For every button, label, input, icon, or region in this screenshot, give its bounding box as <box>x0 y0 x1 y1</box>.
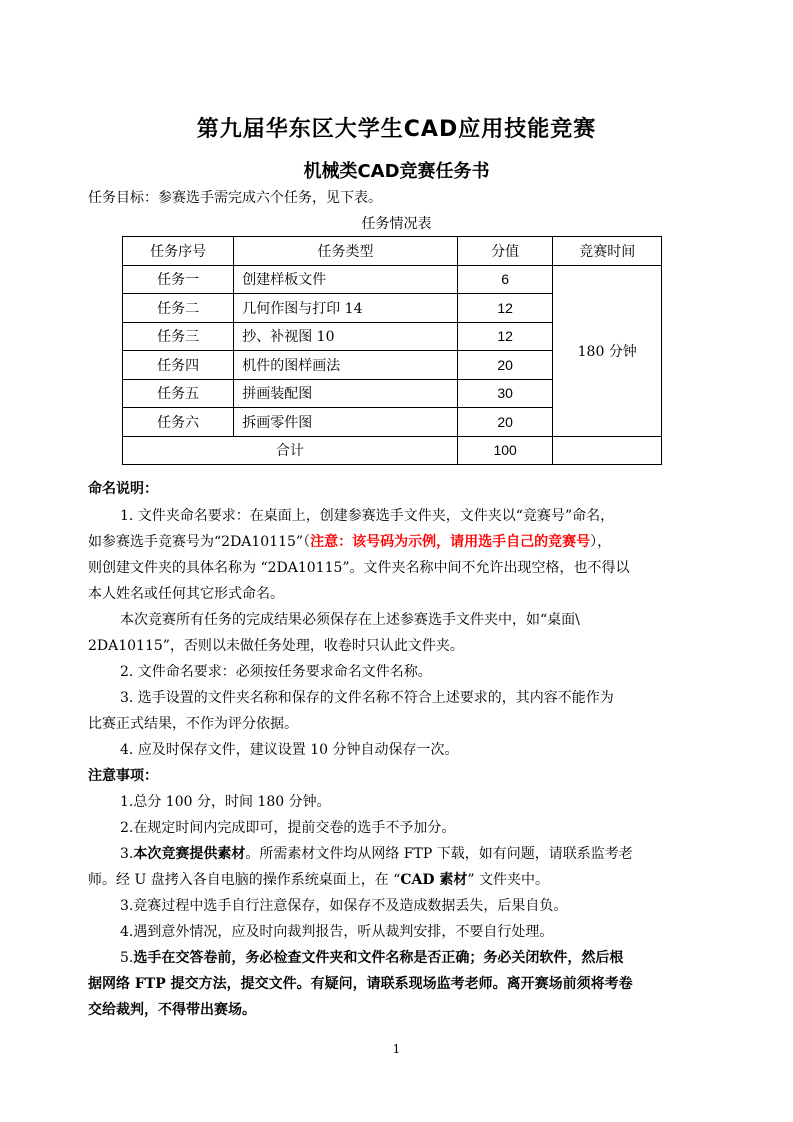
task-score: 12 <box>457 322 553 351</box>
naming-p1-line4: 本人姓名或任何其它形式命名。 <box>88 586 284 602</box>
note-3-line2 <box>88 870 706 890</box>
note-3-line2-end: ” 文件夹中。 <box>467 872 549 888</box>
column-header-time: 竞赛时间 <box>553 237 662 266</box>
naming-p1-line2 <box>88 532 706 552</box>
task-table <box>122 236 662 465</box>
task-type: 几何作图与打印 14 <box>234 294 458 323</box>
note-3-rest: 。所需素材文件均从网络 FTP 下载，如有问题，请联系监考老 <box>245 846 633 862</box>
task-type: 拆画零件图 <box>234 408 458 437</box>
table-total-row <box>123 436 662 465</box>
note-5: 4.遇到意外情况，应及时向裁判报告，听从裁判安排，不要自行处理。 <box>120 924 554 940</box>
note-4: 3.竞赛过程中选手自行注意保存，如保存不及造成数据丢失，后果自负。 <box>120 898 568 914</box>
task-score: 6 <box>457 265 553 294</box>
task-no: 任务三 <box>123 322 234 351</box>
task-score: 20 <box>457 408 553 437</box>
task-no: 任务五 <box>123 379 234 408</box>
note-3-prefix: 3. <box>120 846 134 862</box>
task-no: 任务六 <box>123 408 234 437</box>
table-header-row <box>123 237 662 266</box>
note-6-line1 <box>88 948 738 968</box>
task-score: 20 <box>457 351 553 380</box>
naming-p5: 4. 应及时保存文件，建议设置 10 分钟自动保存一次。 <box>120 742 459 758</box>
naming-p1-line2-end: ）， <box>590 534 612 550</box>
table-row <box>123 265 662 294</box>
naming-p2-line1: 本次竞赛所有任务的完成结果必须保存在上述参赛选手文件夹中，如“桌面\ <box>120 612 580 628</box>
column-header-score: 分值 <box>457 237 553 266</box>
naming-p1-line1: 1. 文件夹命名要求：在桌面上，创建参赛选手文件夹，文件夹以“竞赛号”命名， <box>120 508 615 524</box>
document-subtitle: 机械类CAD竞赛任务书 <box>303 161 490 182</box>
naming-p2-line2: 2DA10115”，否则以未做任务处理，收卷时只认此文件夹。 <box>88 638 464 654</box>
note-3-bold: 本次竞赛提供素材 <box>133 846 246 862</box>
naming-p1-line2-start: 如参赛选手竞赛号为“2DA10115”（ <box>88 534 311 550</box>
task-no: 任务二 <box>123 294 234 323</box>
task-type: 创建样板文件 <box>234 265 458 294</box>
note-3-line2-start: 师。经 U 盘拷入各自电脑的操作系统桌面上，在 “ <box>88 872 401 888</box>
note-6-line3: 交给裁判，不得带出赛场。 <box>88 1002 256 1018</box>
notes-heading: 注意事项： <box>88 768 158 784</box>
column-header-type: 任务类型 <box>234 237 458 266</box>
warning-note: 注意：该号码为示例，请用选手自己的竞赛号 <box>310 534 591 550</box>
task-score: 12 <box>457 294 553 323</box>
note-3-line1 <box>88 844 738 864</box>
task-no: 任务四 <box>123 351 234 380</box>
note-1: 1.总分 100 分，时间 180 分钟。 <box>120 794 331 810</box>
naming-p4-line1: 3. 选手设置的文件夹名称和保存的文件名称不符合上述要求的，其内容不能作为 <box>120 690 614 706</box>
task-type: 抄、补视图 10 <box>234 322 458 351</box>
note-6-prefix: 5. <box>120 950 134 966</box>
total-time-empty <box>553 436 662 465</box>
total-label: 合计 <box>123 436 458 465</box>
page-number: 1 <box>392 1042 401 1056</box>
task-no: 任务一 <box>123 265 234 294</box>
table-caption: 任务情况表 <box>361 216 432 232</box>
competition-time: 180 分钟 <box>553 265 662 436</box>
note-6-line1-text: 选手在交答卷前，务必检查文件夹和文件名称是否正确；务必关闭软件，然后根 <box>133 950 624 966</box>
task-score: 30 <box>457 379 553 408</box>
task-type: 机件的图样画法 <box>234 351 458 380</box>
task-goal-text: 任务目标：参赛选手需完成六个任务，见下表。 <box>88 190 382 206</box>
total-score: 100 <box>457 436 553 465</box>
naming-p3: 2. 文件命名要求：必须按任务要求命名文件名称。 <box>120 664 432 680</box>
cad-material-folder: CAD 素材 <box>400 872 468 888</box>
note-6-line2: 据网络 FTP 提交方法，提交文件。有疑问，请联系现场监考老师。离开赛场前须将考卷 <box>88 976 633 992</box>
naming-p1-line3: 则创建文件夹的具体名称为 “2DA10115”。文件夹名称中间不允许出现空格，也不得以 <box>88 560 630 576</box>
column-header-no: 任务序号 <box>123 237 234 266</box>
note-2: 2.在规定时间内完成即可，提前交卷的选手不予加分。 <box>120 820 456 836</box>
document-title: 第九届华东区大学生CAD应用技能竞赛 <box>196 117 597 142</box>
naming-p4-line2: 比赛正式结果，不作为评分依据。 <box>88 716 298 732</box>
task-type: 拼画装配图 <box>234 379 458 408</box>
naming-heading: 命名说明： <box>88 481 158 497</box>
